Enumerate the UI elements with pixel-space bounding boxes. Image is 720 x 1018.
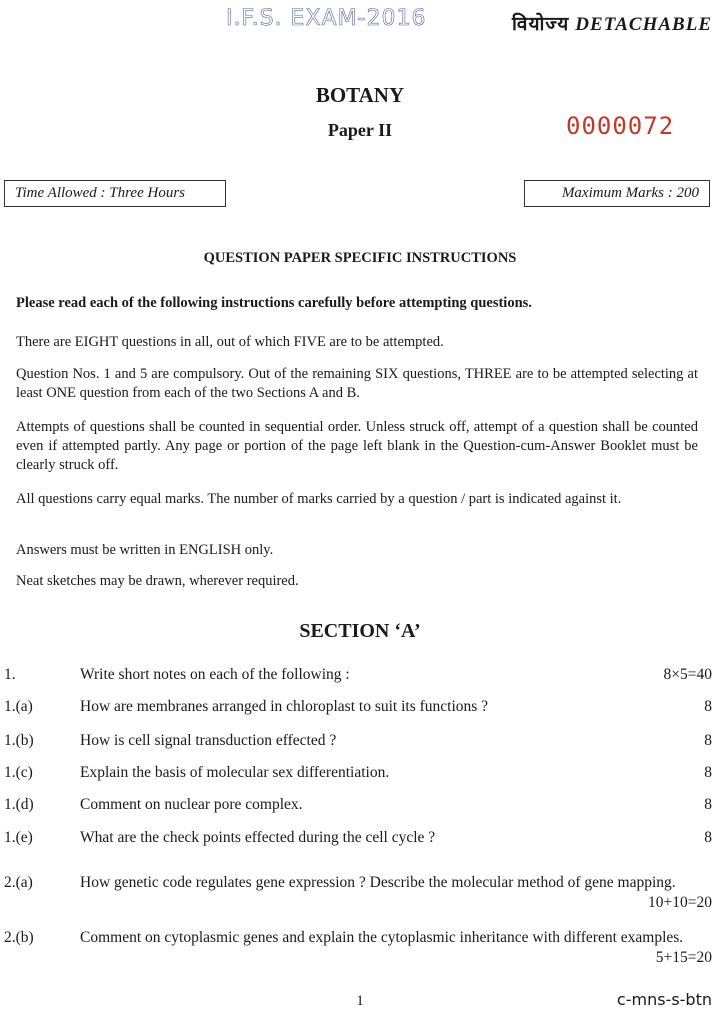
paper-code: c-mns-s-btn: [616, 990, 712, 1009]
question-number: 1.(e): [4, 829, 33, 846]
question-marks: 8: [704, 829, 712, 846]
question-number: 1.(b): [4, 732, 34, 749]
instructions-heading: QUESTION PAPER SPECIFIC INSTRUCTIONS: [203, 250, 517, 266]
maximum-marks-box: Maximum Marks : 200: [524, 180, 710, 207]
paper-title: Paper II: [327, 120, 393, 140]
question-marks: 8: [704, 698, 712, 715]
question-marks: 10+10=20: [648, 894, 712, 911]
question-text: How is cell signal transduction effected ?: [80, 732, 337, 749]
question-number: 1.(c): [4, 764, 33, 781]
instruction-paragraph: There are EIGHT questions in all, out of which FIVE are to be attempted.: [16, 334, 444, 350]
subject-title: BOTANY: [315, 83, 405, 107]
question-number: 2.(b): [4, 929, 34, 946]
question-marks: 8×5=40: [663, 666, 712, 683]
question-number: 1.: [4, 666, 16, 683]
question-text: Explain the basis of molecular sex differentiation.: [80, 764, 390, 781]
instruction-paragraph: Attempts of questions shall be counted in sequential order. Unless struck off, attempt of a question shall be counted even if attempted partly. Any page or portion of the page left blank in the Question-cum-Answer Booklet must be clearly struck off.: [16, 419, 698, 473]
time-allowed-box: Time Allowed : Three Hours: [4, 180, 226, 207]
question-number: 1.(d): [4, 796, 34, 813]
detachable-hindi: वियोज्य: [511, 13, 570, 35]
exam-stamp: I.F.S. EXAM-2016: [226, 6, 427, 31]
question-number: 2.(a): [4, 874, 33, 891]
question-marks: 8: [704, 764, 712, 781]
question-text: How are membranes arranged in chloroplast to suit its functions ?: [80, 698, 489, 715]
detachable-english: DETACHABLE: [575, 14, 712, 35]
question-text: Comment on nuclear pore complex.: [80, 796, 303, 813]
instructions-lead: Please read each of the following instructions carefully before attempting questions.: [16, 295, 532, 311]
question-text: Write short notes on each of the following :: [80, 666, 350, 683]
instruction-paragraph: All questions carry equal marks. The number of marks carried by a question / part is indicated against it.: [16, 491, 622, 507]
instruction-paragraph: Answers must be written in ENGLISH only.: [16, 542, 274, 558]
section-a-title: SECTION ‘A’: [299, 620, 421, 642]
page-number: 1: [356, 993, 364, 1009]
question-number: 1.(a): [4, 698, 33, 715]
question-marks: 5+15=20: [655, 949, 712, 966]
question-marks: 8: [704, 796, 712, 813]
question-text: How genetic code regulates gene expression ? Describe the molecular method of gene mapping.: [80, 874, 676, 891]
question-text: Comment on cytoplasmic genes and explain the cytoplasmic inheritance with different examples.: [80, 929, 684, 946]
instruction-paragraph: Neat sketches may be drawn, wherever required.: [16, 573, 299, 589]
serial-number: 0000072: [566, 112, 675, 140]
question-marks: 8: [704, 732, 712, 749]
question-text: What are the check points effected during the cell cycle ?: [80, 829, 436, 846]
detachable-label: [512, 10, 712, 36]
instruction-paragraph: Question Nos. 1 and 5 are compulsory. Out of the remaining SIX questions, THREE are to be attempted selecting at least ONE question from each of the two Sections A and B.: [16, 366, 698, 401]
